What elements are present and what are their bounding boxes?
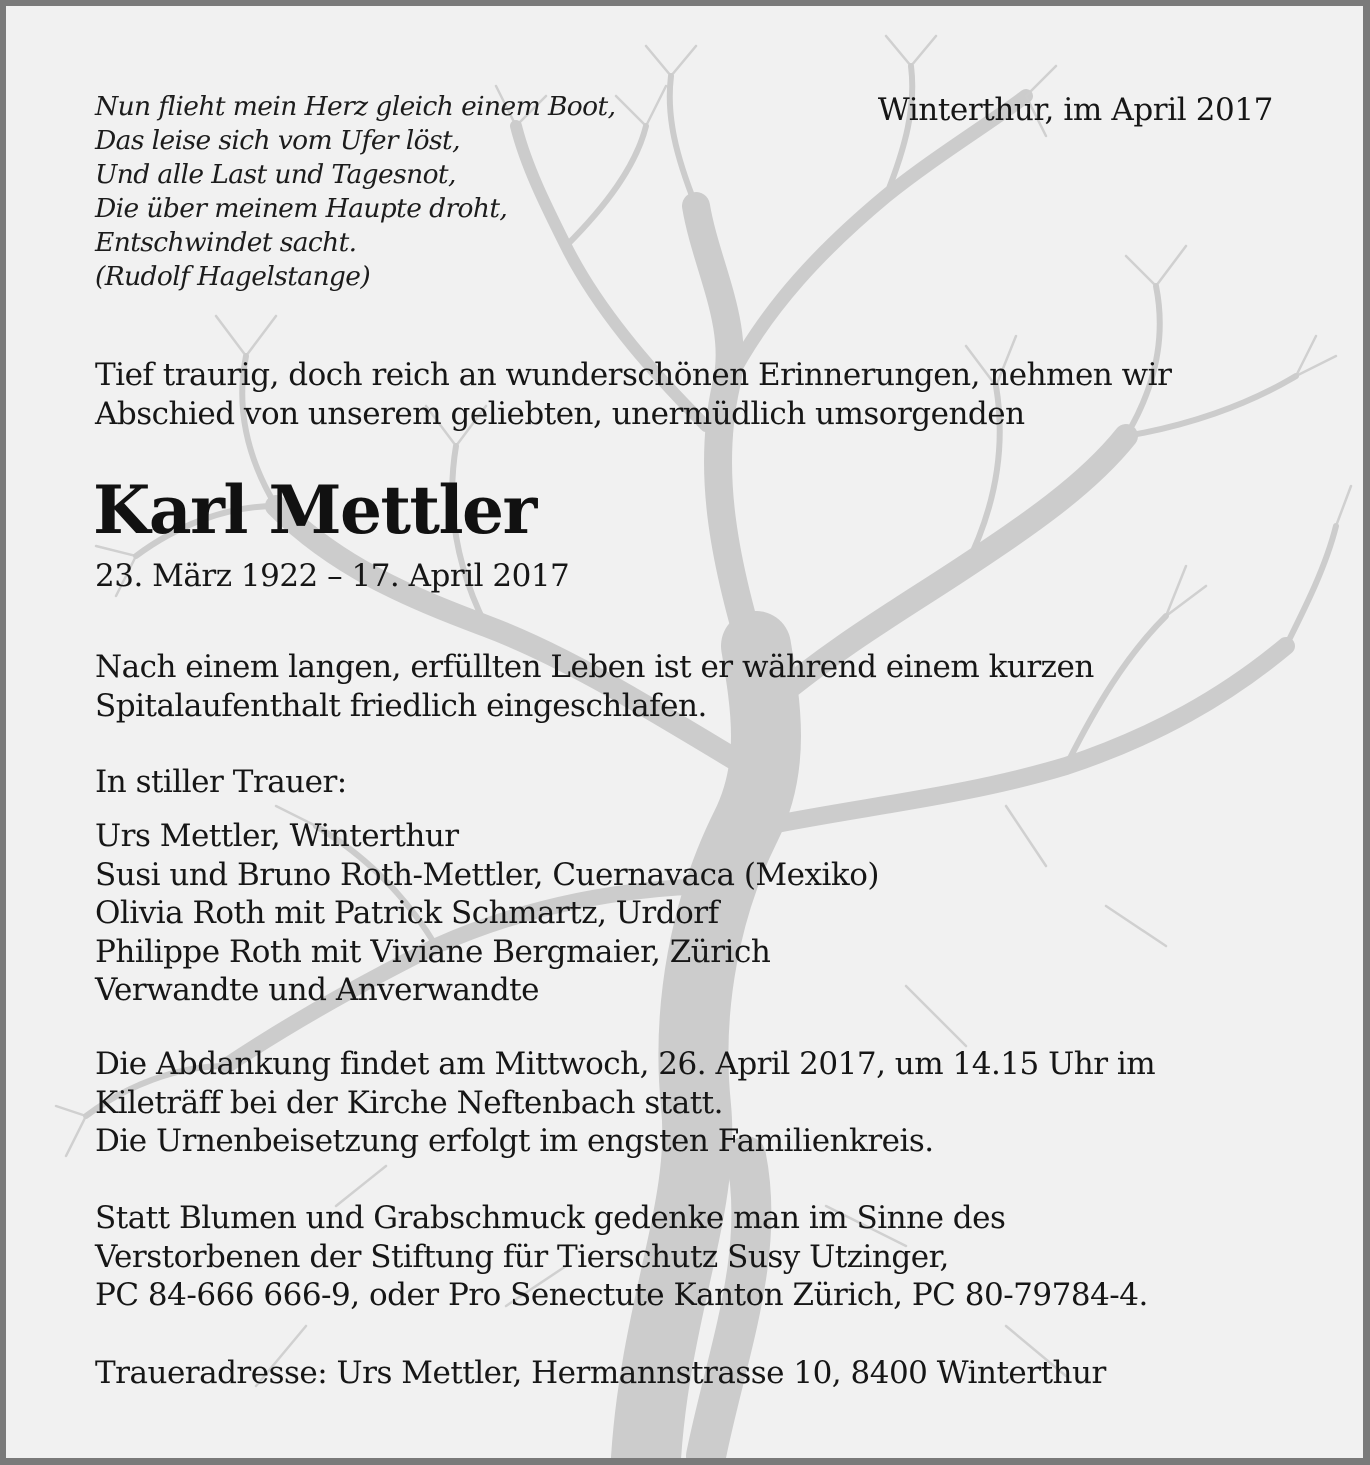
poem [95,90,615,294]
intro-text [95,356,1171,433]
mourners-list [95,817,879,1010]
mourner: Verwandte und Anverwandte [95,972,539,1008]
mourners-heading: In stiller Trauer: [95,764,347,800]
poem-line: Entschwindet sacht. [95,227,357,258]
passing-line: Nach einem langen, erfüllten Leben ist er während einem kurzen [95,649,1094,685]
mourner: Susi und Bruno Roth-Mettler, Cuernavaca (Mexiko) [95,856,879,893]
deceased-name: Karl Mettler [93,471,536,549]
intro-line: Tief traurig, doch reich an wunderschönen Erinnerungen, nehmen wir [95,357,1172,393]
service-line: Die Abdankung findet am Mittwoch, 26. April 2017, um 14.15 Uhr im [95,1046,1156,1082]
poem-line: Das leise sich vom Ufer löst, [95,125,460,156]
donation-line: Verstorbenen der Stiftung für Tierschutz Susy Utzinger, [95,1238,949,1275]
mourner: Philippe Roth mit Viviane Bergmaier, Zürich [95,933,771,970]
intro-line: Abschied von unserem geliebten, unermüdlich umsorgenden [95,395,1025,432]
poem-line: Nun flieht mein Herz gleich einem Boot, [95,91,616,122]
service-line: Kileträff bei der Kirche Neftenbach statt. [95,1084,723,1121]
passing-text [95,648,1094,725]
place-date: Winterthur, im April 2017 [877,92,1273,128]
life-dates: 23. März 1922 – 17. April 2017 [95,558,570,594]
mourner: Urs Mettler, Winterthur [95,818,459,854]
poem-author: (Rudolf Hagelstange) [95,261,371,292]
donation-line: Statt Blumen und Grabschmuck gedenke man im Sinne des [95,1200,1006,1236]
poem-line: Und alle Last und Tagesnot, [95,159,456,190]
service-info [95,1045,1155,1161]
donation-info [95,1199,1148,1315]
mourning-address: Traueradresse: Urs Mettler, Hermannstrasse 10, 8400 Winterthur [95,1355,1106,1391]
poem-line: Die über meinem Haupte droht, [95,193,508,224]
mourner: Olivia Roth mit Patrick Schmartz, Urdorf [95,895,719,931]
passing-line: Spitalaufenthalt friedlich eingeschlafen. [95,687,707,724]
obituary-notice [6,6,1363,1458]
service-line: Die Urnenbeisetzung erfolgt im engsten Familienkreis. [95,1123,934,1159]
donation-line: PC 84-666 666-9, oder Pro Senectute Kanton Zürich, PC 80-79784-4. [95,1277,1148,1313]
